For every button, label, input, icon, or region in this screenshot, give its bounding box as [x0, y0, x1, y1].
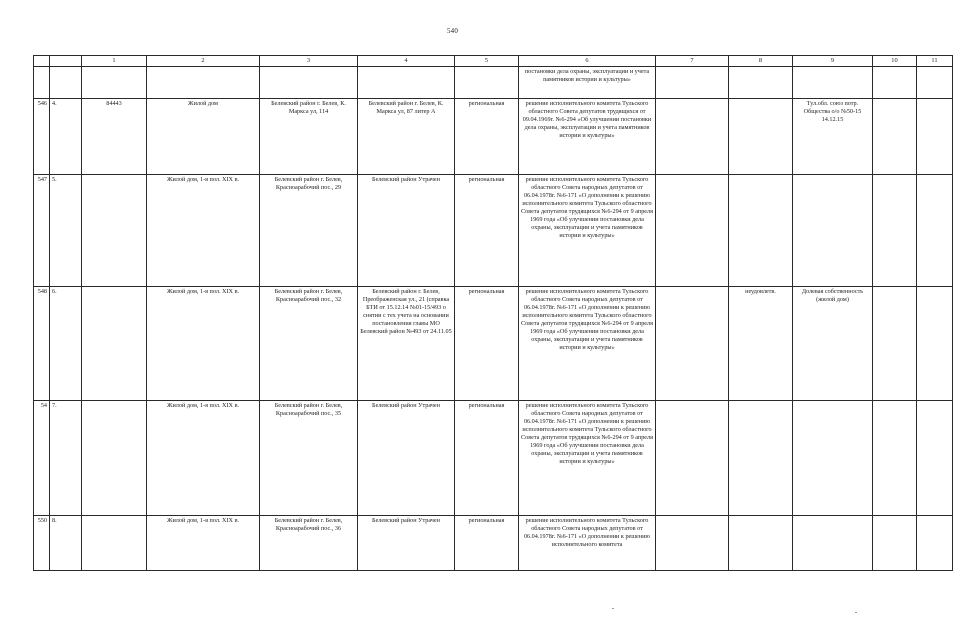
reg-number-cell: 546 — [34, 99, 50, 175]
name-cell: Жилой дом — [147, 99, 260, 175]
column-number-cell: 2 — [147, 56, 260, 67]
category-cell: региональная — [455, 287, 519, 401]
column-number-cell: 4 — [358, 56, 455, 67]
item-number-cell: 4. — [50, 99, 82, 175]
col11-cell — [917, 516, 953, 571]
table-row — [34, 99, 953, 175]
column-number-cell: 11 — [917, 56, 953, 67]
location-cell: Белевский район г. Белев, Красноарабочий пос., 35 — [260, 401, 358, 516]
col7-cell — [656, 175, 729, 287]
document-cell: решение исполнительного комитета Тульского областного Совета народных депутатов от 06.04.1978г. №6-171 «О дополнении к решению исполнительного комитета Тульского областного Совета депутатов трудящихся №6-294 от 9 апреля 1969 года «Об улучшении постановки дела охраны, эксплуатации и учета памятников истории и культуры» — [519, 175, 656, 287]
column-number-cell: 6 — [519, 56, 656, 67]
name-cell: Жилой дом, 1-я пол. XIX в. — [147, 401, 260, 516]
column-number-cell — [34, 56, 50, 67]
table-row — [34, 516, 953, 571]
address-cell — [358, 67, 455, 99]
document-cell: постановки дела охраны, эксплуатации и учета памятников истории и культуры» — [519, 67, 656, 99]
ownership-cell: Тул.обл. союз потр. Общества о/о №50-15 14.12.15 — [793, 99, 873, 175]
column-number-cell: 3 — [260, 56, 358, 67]
code-cell: 84443 — [82, 99, 147, 175]
reg-number-cell: 548 — [34, 287, 50, 401]
col11-cell — [917, 401, 953, 516]
registry-table — [33, 55, 953, 571]
column-numbers-row — [34, 56, 953, 67]
condition-cell: неудовлетв. — [729, 287, 793, 401]
code-cell — [82, 287, 147, 401]
item-number-cell: 6. — [50, 287, 82, 401]
scan-speck — [612, 608, 614, 609]
page-number: 540 — [446, 27, 459, 35]
location-cell: Белевский район г. Белев, Красноарабочий пос., 36 — [260, 516, 358, 571]
location-cell: Белевский район г. Белев, Красноарабочий пос., 29 — [260, 175, 358, 287]
column-number-cell: 1 — [82, 56, 147, 67]
col7-cell — [656, 401, 729, 516]
name-cell: Жилой дом, 1-я пол. XIX в. — [147, 516, 260, 571]
table-row — [34, 287, 953, 401]
col11-cell — [917, 287, 953, 401]
column-number-cell: 9 — [793, 56, 873, 67]
category-cell: региональная — [455, 99, 519, 175]
col10-cell — [873, 99, 917, 175]
column-number-cell: 7 — [656, 56, 729, 67]
category-cell — [455, 67, 519, 99]
column-number-cell: 8 — [729, 56, 793, 67]
table-row — [34, 401, 953, 516]
name-cell: Жилой дом, 1-я пол. XIX в. — [147, 175, 260, 287]
location-cell: Белевский район г. Белев, Красноарабочий пос., 32 — [260, 287, 358, 401]
scan-speck — [855, 612, 857, 613]
address-cell: Белевский район г. Белев, К. Маркса ул, 87 литер А — [358, 99, 455, 175]
col10-cell — [873, 401, 917, 516]
document-cell: решение исполнительного комитета Тульского областного Совета народных депутатов от 06.04.1978г. №6-171 «О дополнении к решению исполнительного комитета Тульского областного Совета депутатов трудящихся №6-294 от 9 апреля 1969 года «Об улучшении постановки дела охраны, эксплуатации и учета памятников истории и культуры» — [519, 287, 656, 401]
col7-cell — [656, 516, 729, 571]
col11-cell — [917, 67, 953, 99]
column-number-cell: 10 — [873, 56, 917, 67]
item-number-cell: 8. — [50, 516, 82, 571]
category-cell: региональная — [455, 175, 519, 287]
name-cell — [147, 67, 260, 99]
code-cell — [82, 516, 147, 571]
address-cell: Белевский район г. Белев, Преображенская ул., 21 (справка БТИ от 15.12.14 №01-15/493 о снятии с тех учета на основании постановления главы МО Белевский район №493 от 24.11.05 — [358, 287, 455, 401]
col10-cell — [873, 516, 917, 571]
ownership-cell — [793, 516, 873, 571]
document-cell: решение исполнительного комитета Тульского областного Совета народных депутатов от 06.04.1978г. №6-171 «О дополнении к решению исполнительного комитета — [519, 516, 656, 571]
col7-cell — [656, 67, 729, 99]
reg-number-cell: 547 — [34, 175, 50, 287]
column-number-cell — [50, 56, 82, 67]
condition-cell — [729, 99, 793, 175]
column-number-cell: 5 — [455, 56, 519, 67]
reg-number-cell: 550 — [34, 516, 50, 571]
condition-cell — [729, 401, 793, 516]
code-cell — [82, 67, 147, 99]
col10-cell — [873, 67, 917, 99]
col10-cell — [873, 287, 917, 401]
item-number-cell: 5. — [50, 175, 82, 287]
condition-cell — [729, 175, 793, 287]
col11-cell — [917, 175, 953, 287]
condition-cell — [729, 67, 793, 99]
ownership-cell: Долевая собственность (жилой дом) — [793, 287, 873, 401]
col11-cell — [917, 99, 953, 175]
condition-cell — [729, 516, 793, 571]
document-cell: решение исполнительного комитета Тульского областного Совета народных депутатов от 06.04.1978г. №6-171 «О дополнении к решению исполнительного комитета Тульского областного Совета депутатов трудящихся №6-294 от 9 апреля 1969 года «Об улучшении постановки дела охраны, эксплуатации и учета памятников истории и культуры» — [519, 401, 656, 516]
location-cell — [260, 67, 358, 99]
name-cell: Жилой дом, 1-я пол. XIX в. — [147, 287, 260, 401]
reg-number-cell: 54 — [34, 401, 50, 516]
reg-number-cell — [34, 67, 50, 99]
col10-cell — [873, 175, 917, 287]
category-cell: региональная — [455, 401, 519, 516]
document-cell: решение исполнительного комитета Тульского областного Совета депутатов трудящихся от 09.04.1969г. №6-294 «Об улучшении постановки дела охраны, эксплуатации и учета памятников истории и культуры» — [519, 99, 656, 175]
category-cell: региональная — [455, 516, 519, 571]
address-cell: Белевский район Утрачен — [358, 175, 455, 287]
item-number-cell: 7. — [50, 401, 82, 516]
col7-cell — [656, 99, 729, 175]
address-cell: Белевский район Утрачен — [358, 401, 455, 516]
code-cell — [82, 401, 147, 516]
ownership-cell — [793, 401, 873, 516]
table-row — [34, 67, 953, 99]
table-row — [34, 175, 953, 287]
item-number-cell — [50, 67, 82, 99]
code-cell — [82, 175, 147, 287]
ownership-cell — [793, 67, 873, 99]
location-cell: Белевский район г. Белев, К. Маркса ул, 114 — [260, 99, 358, 175]
address-cell: Белевский район Утрачен — [358, 516, 455, 571]
ownership-cell — [793, 175, 873, 287]
col7-cell — [656, 287, 729, 401]
